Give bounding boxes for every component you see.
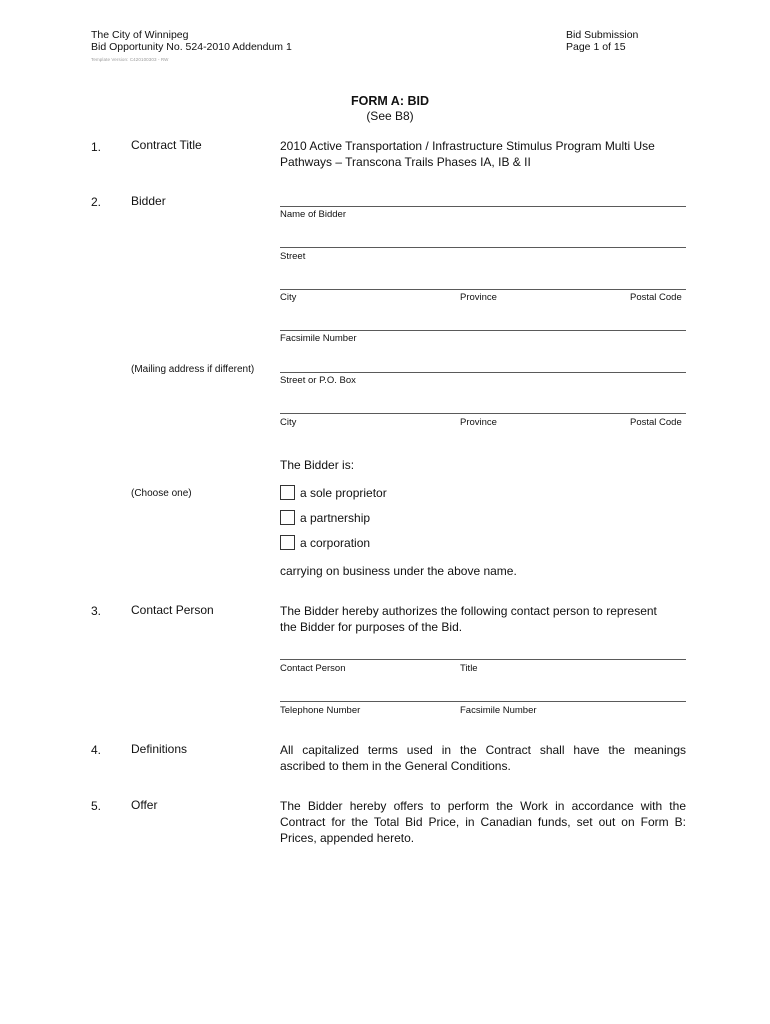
section-3-number: 3. bbox=[91, 604, 102, 618]
section-2-label: Bidder bbox=[131, 194, 166, 208]
mailing-postal-code-label: Postal Code bbox=[630, 417, 682, 428]
header-org: The City of Winnipeg bbox=[91, 29, 189, 41]
contact-phone-fax-field[interactable] bbox=[280, 701, 686, 702]
sole-proprietor-label: a sole proprietor bbox=[300, 486, 387, 500]
contact-person-label: Contact Person bbox=[280, 663, 346, 674]
section-3-label: Contact Person bbox=[131, 603, 214, 617]
contract-title-line-1: 2010 Active Transportation / Infrastructure Stimulus Program Multi Use bbox=[280, 139, 655, 153]
section-4-number: 4. bbox=[91, 743, 102, 757]
bidder-street-field[interactable] bbox=[280, 247, 686, 248]
header-doc-type: Bid Submission bbox=[566, 29, 639, 41]
contact-person-title-field[interactable] bbox=[280, 659, 686, 660]
section-2-number: 2. bbox=[91, 195, 102, 209]
section-5-number: 5. bbox=[91, 799, 102, 813]
carrying-on-business-text: carrying on business under the above name. bbox=[280, 564, 517, 578]
mailing-street-label: Street or P.O. Box bbox=[280, 375, 356, 386]
contact-phone-label: Telephone Number bbox=[280, 705, 361, 716]
contact-title-label: Title bbox=[460, 663, 478, 674]
contract-title-line-2: Pathways – Transcona Trails Phases IA, IB & II bbox=[280, 155, 531, 169]
sole-proprietor-checkbox[interactable] bbox=[280, 485, 295, 500]
offer-line-3: Prices, appended hereto. bbox=[280, 831, 415, 845]
offer-line-1: The Bidder hereby offers to perform the Work in accordance with the bbox=[280, 799, 686, 813]
bidder-fax-field[interactable] bbox=[280, 330, 686, 331]
mailing-street-field[interactable] bbox=[280, 372, 686, 373]
section-4-label: Definitions bbox=[131, 742, 188, 756]
offer-line-2: Contract for the Total Bid Price, in Canadian funds, set out on Form B: bbox=[280, 815, 686, 829]
definitions-text bbox=[280, 742, 686, 774]
choose-one-note: (Choose one) bbox=[131, 488, 192, 499]
form-subtitle: (See B8) bbox=[366, 109, 414, 123]
mailing-city-province-postal-field[interactable] bbox=[280, 413, 686, 414]
header-template-version: Template Version: C420100303 - RW bbox=[91, 57, 169, 62]
partnership-label: a partnership bbox=[300, 511, 371, 525]
offer-text bbox=[280, 798, 686, 846]
contact-person-line-2: the Bidder for purposes of the Bid. bbox=[280, 620, 463, 634]
bidder-is-label: The Bidder is: bbox=[280, 458, 355, 472]
bidder-name-label: Name of Bidder bbox=[280, 209, 347, 220]
corporation-label: a corporation bbox=[300, 536, 371, 550]
bidder-city-label: City bbox=[280, 292, 297, 303]
bidder-province-label: Province bbox=[460, 292, 497, 303]
section-1-number: 1. bbox=[91, 140, 102, 154]
definitions-line-2: ascribed to them in the General Conditions. bbox=[280, 759, 511, 773]
mailing-city-label: City bbox=[280, 417, 297, 428]
contact-person-line-1: The Bidder hereby authorizes the following contact person to represent bbox=[280, 604, 657, 618]
mailing-address-note: (Mailing address if different) bbox=[131, 364, 255, 375]
contact-person-text bbox=[280, 603, 686, 635]
bidder-fax-label: Facsimile Number bbox=[280, 333, 357, 344]
partnership-checkbox[interactable] bbox=[280, 510, 295, 525]
bidder-street-label: Street bbox=[280, 251, 306, 262]
definitions-line-1: All capitalized terms used in the Contract shall have the meanings bbox=[280, 743, 686, 757]
section-5-label: Offer bbox=[131, 798, 158, 812]
bidder-name-field[interactable] bbox=[280, 206, 686, 207]
section-1-label: Contract Title bbox=[131, 138, 202, 152]
bidder-postal-code-label: Postal Code bbox=[630, 292, 682, 303]
contact-fax-label: Facsimile Number bbox=[460, 705, 537, 716]
mailing-province-label: Province bbox=[460, 417, 497, 428]
header-bid-opportunity: Bid Opportunity No. 524-2010 Addendum 1 bbox=[91, 41, 292, 53]
contract-title-text bbox=[280, 138, 686, 170]
bidder-city-province-postal-field[interactable] bbox=[280, 289, 686, 290]
header-page-number: Page 1 of 15 bbox=[566, 41, 626, 53]
corporation-checkbox[interactable] bbox=[280, 535, 295, 550]
form-title: FORM A: BID bbox=[351, 94, 429, 108]
